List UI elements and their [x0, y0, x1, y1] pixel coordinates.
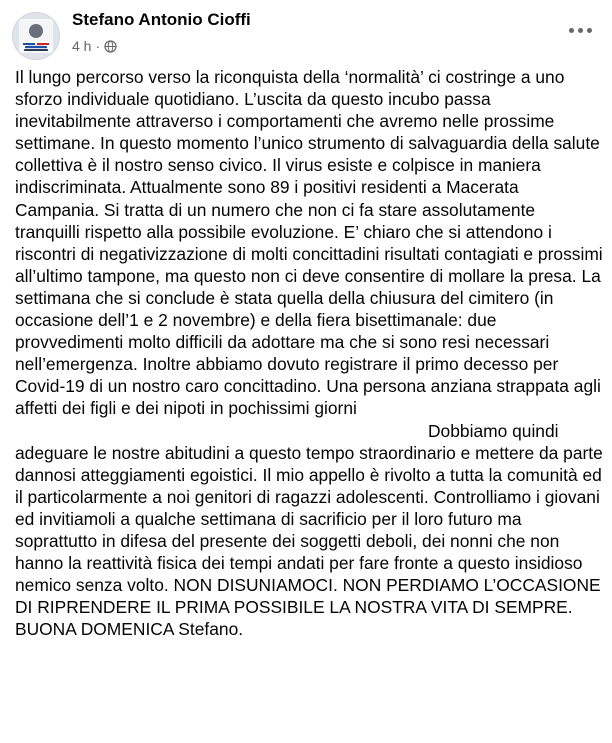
more-dot [587, 28, 592, 33]
globe-icon[interactable] [104, 40, 117, 53]
post-body [15, 66, 603, 640]
post-meta [72, 38, 117, 54]
post-paragraph-2: adeguare le nostre abitudini a questo tempo straordinario e mettere da parte dannosi atteggiamenti egoistici. Il mio appello è rivolto a tutta la comunità ed il particolarmente a noi genitori di ragazzi adolescenti. Controlliamo i giovani ed invitiamoli a qualche settimana di sacrificio per il loro futuro ma soprattutto in difesa del presente dei soggetti deboli, dei nonni che non hanno la reattività fisica dei tempi andati per fare fronte a questo insidioso nemico senza volto. NON DISUNIAMOCI. NON PERDIAMO L’OCCASIONE DI RIPRENDERE IL PRIMA POSSIBILE LA NOSTRA VITA DI SEMPRE. BUONA DOMENICA Stefano. [15, 442, 603, 640]
more-horizontal-icon [569, 28, 574, 33]
post-paragraph-1: Il lungo percorso verso la riconquista della ‘normalità’ ci costringe a uno sforzo individuale quotidiano. L’uscita da questo incubo passa inevitabilmente attraverso i comportamenti che avremo nelle prossime settimane. In questo momento l’unico strumento di salvaguardia della salute collettiva è il nostro senso civico. Il virus esiste e colpisce in maniera indiscriminata. Attualmente sono 89 i positivi residenti a Macerata Campania. Si tratta di un numero che non ci fa stare assolutamente tranquilli rispetto alla possibile evoluzione. E’ chiaro che si attendono i riscontri di negativizzazione di molti concittadini risultati contagiati e prossimi all’ultimo tampone, ma questo non ci deve consentire di mollare la presa. La settimana che si conclude è stata quella della chiusura del cimitero (in occasione dell’1 e 2 novembre) e della fiera bisettimanale: due provvedimenti molto difficili da adottare ma che si sono resi necessari nell’emergenza. Inoltre abbiamo dovuto registrare il primo decesso per Covid-19 di un nostro caro concittadino. Una persona anziana strappata agli affetti dei figli e dei nipoti in pochissimi giorni [15, 67, 603, 419]
more-dot [578, 28, 583, 33]
meta-separator: · [95, 38, 101, 54]
more-options-button[interactable] [562, 18, 598, 42]
author-name[interactable]: Stefano Antonio Cioffi [72, 10, 251, 29]
avatar-image [13, 13, 59, 59]
post-time[interactable]: 4 h [72, 38, 92, 54]
post-paragraph-2-lead: Dobbiamo quindi [428, 420, 559, 441]
post-header [0, 0, 612, 66]
avatar[interactable] [12, 12, 60, 60]
